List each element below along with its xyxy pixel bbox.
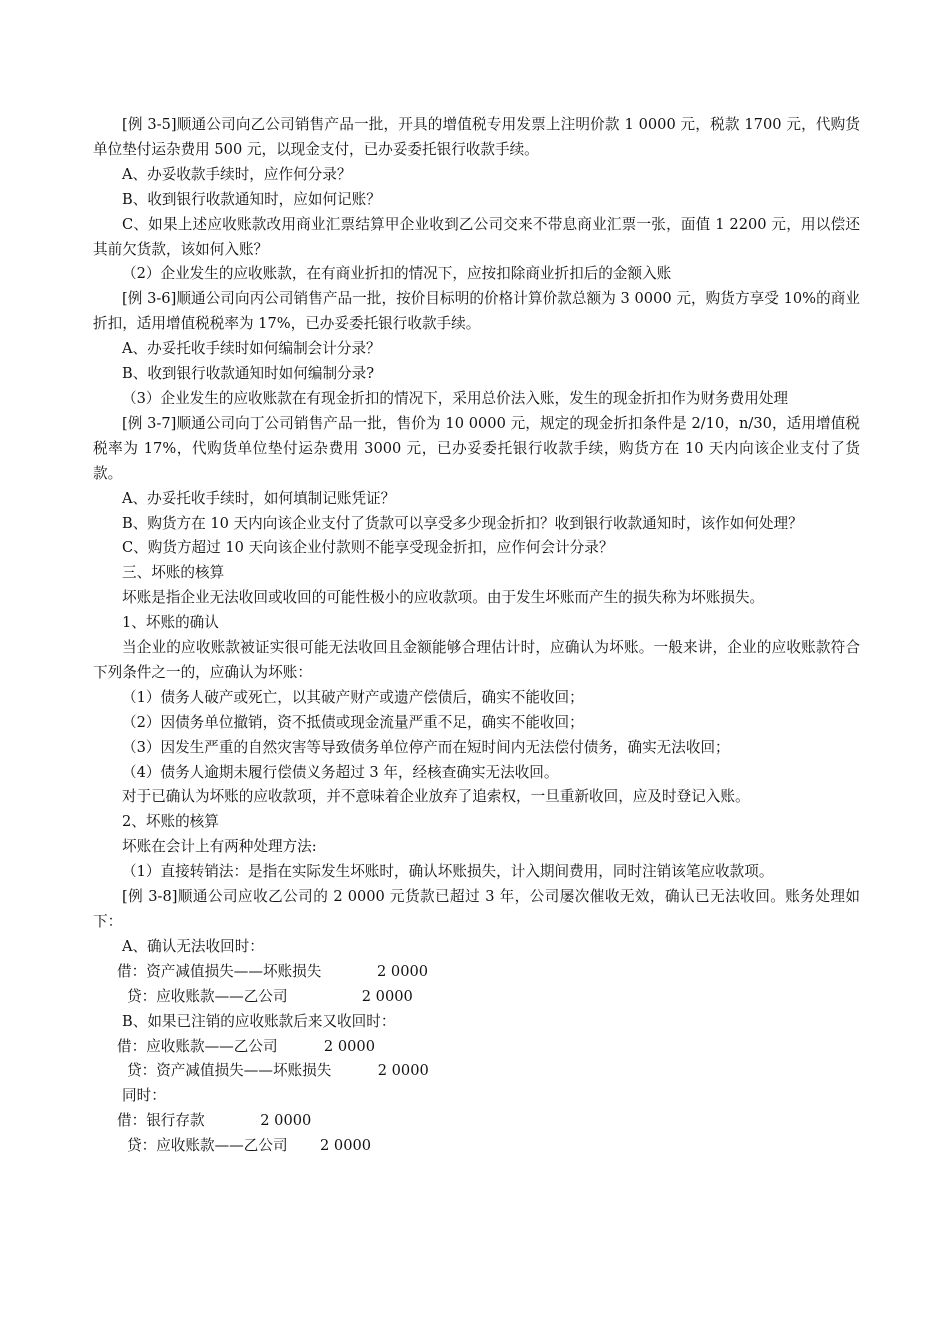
- question-c-3: C、购货方超过 10 天向该企业付款则不能享受现金折扣，应作何会计分录？: [122, 539, 614, 557]
- question-a-3: A、办妥托收手续时，如何填制记账凭证？: [122, 489, 396, 507]
- journal-credit-1: 贷：应收账款——乙公司 2 0000: [127, 987, 413, 1005]
- question-a-2: A、办妥托收手续时如何编制会计分录？: [122, 340, 381, 358]
- step-a-heading: A、确认无法收回时：: [122, 937, 264, 955]
- journal-debit-3: 借：银行存款 2 0000: [117, 1112, 312, 1130]
- subheading-bad-debt-accounting: 2、坏账的核算: [122, 813, 219, 831]
- section-cash-discount: （3）企业发生的应收账款在有现金折扣的情况下，采用总价法入账，发生的现金折扣作为财务费用处理: [122, 389, 789, 407]
- condition-3: （3）因发生严重的自然灾害等导致债务单位停产而在短时间内无法偿付债务，确实无法收回；: [122, 738, 730, 756]
- example-3-7-paragraph: [例 3-7]顺通公司向丁公司销售产品一批，售价为 10 0000 元，规定的现金折扣条件是 2/10，n/30，适用增值税税率为 17%，代购货单位垫付运杂费用 3000 元，已办妥委托银行收款手续，购货方在 10 天内向该企业支付了货款。: [93, 414, 860, 482]
- two-methods-intro: 坏账在会计上有两种处理方法:: [122, 838, 317, 856]
- bad-debt-definition: 坏账是指企业无法收回或收回的可能性极小的应收款项。由于发生坏账而产生的损失称为坏账损失。: [122, 589, 765, 607]
- journal-debit-2: 借：应收账款——乙公司 2 0000: [117, 1037, 375, 1055]
- condition-1: （1）债务人破产或死亡，以其破产财产或遗产偿债后，确实不能收回；: [122, 688, 584, 706]
- journal-credit-2: 贷：资产减值损失——坏账损失 2 0000: [127, 1062, 429, 1080]
- example-3-8-paragraph: [例 3-8]顺通公司应收乙公司的 2 0000 元货款已超过 3 年，公司屡次催收无效，确认已无法收回。账务处理如下：: [93, 888, 860, 930]
- document-page: [93, 113, 860, 1159]
- question-b-3: B、购货方在 10 天内向该企业支付了货款可以享受多少现金折扣？收到银行收款通知时，该作如何处理？: [122, 514, 803, 532]
- section-heading-bad-debt: 三、坏账的核算: [122, 564, 225, 582]
- step-b-heading: B、如果已注销的应收账款后来又收回时：: [122, 1012, 396, 1030]
- recovery-note: 对于已确认为坏账的应收款项，并不意味着企业放弃了追索权，一旦重新收回，应及时登记入账。: [122, 788, 750, 806]
- condition-2: （2）因债务单位撤销，资不抵债或现金流量严重不足，确实不能收回；: [122, 713, 584, 731]
- recognition-paragraph: 当企业的应收账款被证实很可能无法收回且金额能够合理估计时，应确认为坏账。一般来讲，企业的应收账款符合下列条件之一的，应确认为坏账：: [93, 639, 860, 681]
- question-c-1: C、如果上述应收账款改用商业汇票结算甲企业收到乙公司交来不带息商业汇票一张，面值 1 2200 元，用以偿还其前欠货款，该如何入账？: [93, 215, 860, 258]
- example-3-5-paragraph: [例 3-5]顺通公司向乙公司销售产品一批，开具的增值税专用发票上注明价款 1 0000 元，税款 1700 元，代购货单位垫付运杂费用 500 元，以现金支付，已办妥委托银行收款手续。: [93, 116, 860, 158]
- direct-write-off-method: （1）直接转销法：是指在实际发生坏账时，确认坏账损失，计入期间费用，同时注销该笔应收款项。: [122, 863, 774, 881]
- subheading-bad-debt-recognition: 1、坏账的确认: [122, 614, 219, 632]
- simultaneously-label: 同时：: [122, 1087, 166, 1105]
- section-commercial-discount: （2）企业发生的应收账款，在有商业折扣的情况下，应按扣除商业折扣后的金额入账: [122, 265, 672, 283]
- question-b-1: B、收到银行收款通知时，应如何记账？: [122, 190, 381, 208]
- question-a-1: A、办妥收款手续时，应作何分录？: [122, 165, 352, 183]
- example-3-6-paragraph: [例 3-6]顺通公司向丙公司销售产品一批，按价目标明的价格计算价款总额为 3 0000 元，购货方享受 10%的商业折扣，适用增值税税率为 17%，已办妥委托银行收款手续。: [93, 290, 860, 333]
- question-b-2: B、收到银行收款通知时如何编制分录?: [122, 365, 375, 383]
- condition-4: （4）债务人逾期未履行偿债义务超过 3 年，经核查确实无法收回。: [122, 763, 559, 781]
- journal-credit-3: 贷：应收账款——乙公司 2 0000: [127, 1137, 372, 1155]
- journal-debit-1: 借：资产减值损失——坏账损失 2 0000: [117, 962, 429, 980]
